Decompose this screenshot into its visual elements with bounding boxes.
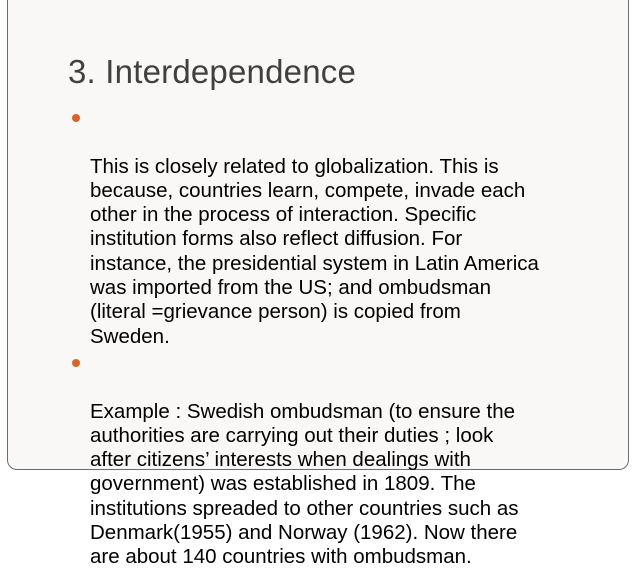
slide-title: 3. Interdependence	[68, 53, 356, 90]
bullet-text-1: This is closely related to globalization. This is because, countries learn, compete, invade each other in the process of interaction. Specific institution forms also reflect diffusion. For instance, the presidential system in Latin America was imported from the US; and ombudsman (literal =grievance person) is copied from Sweden.	[90, 154, 539, 348]
bullet-item-2	[72, 351, 562, 570]
bullet-dot-icon	[72, 114, 80, 122]
bullet-dot-icon	[72, 359, 80, 367]
slide-content	[72, 106, 562, 572]
bullet-item-1	[72, 106, 562, 349]
bullet-text-2: Example : Swedish ombudsman (to ensure the authorities are carrying out their duties ; look after citizens’ interests when dealings with government) was established in 1809. The institutions spreaded to other countries such as Denmark(1955) and Norway (1962). Now there are about 140 countries with ombudsman.	[90, 399, 519, 569]
